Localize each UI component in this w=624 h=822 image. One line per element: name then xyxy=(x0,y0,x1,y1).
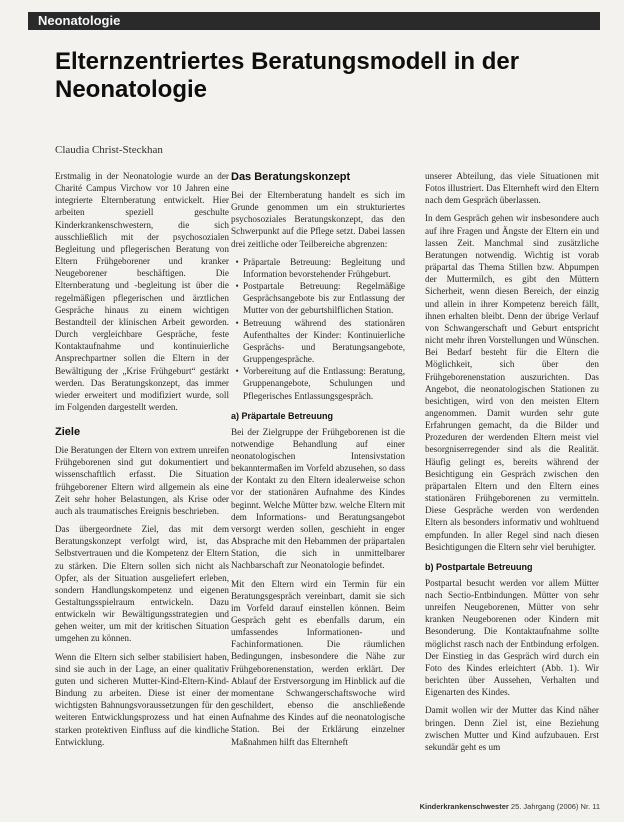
article-author: Claudia Christ-Steckhan xyxy=(55,144,163,156)
intro-paragraph: Erstmalig in der Neonatologie wurde an der Charité Campus Virchow vor 10 Jahren eine integrierte Elternberatung entwickelt. Hier arbeiten speziell geschulte Kinderkrankenschwestern, die sich ausschließlich mit der psychosozialen Begleitung und pflegerischen Beratung von Eltern Frühgeborener und kranker Neugeborener beschäftigen. Die Elternberatung und -begleitung ist über die regelmäßigen pflegerischen und ärztlichen Gespräche hinaus zu einem wichtigen Bestandteil der klinischen Arbeit geworden. Durch vergleichbare Gespräche, feste Kontaktaufnahme und kontinuierliche Ansprechpartner sollen die Eltern in der Bewältigung der „Krise Frühgeburt“ gestärkt werden. Das Beratungskonzept, das immer wieder erweitert und modifiziert wurde, soll im Folgenden dargestellt werden. xyxy=(55,171,229,412)
section-header-bar xyxy=(28,12,600,30)
text-column-2 xyxy=(231,170,405,786)
paragraph: Die Beratungen der Eltern von extrem unreifen Frühgeborenen sind gut dokumentiert und wissenschaftlich erfasst. Die Situation frühgeborener Eltern wird allgemein als eine Zeit sehr hoher Belastungen, als Krise oder auch als traumatisches Ereignis beschrieben. xyxy=(55,445,229,516)
heading-beratungskonzept: Das Beratungskonzept xyxy=(231,171,351,183)
list-item: • Betreuung während des stationären Aufenthaltes der Kinder: Kontinuierliche Gesprächs- und Beratungsangebote, Gruppengespräche. xyxy=(241,317,405,366)
phase-list xyxy=(231,256,405,402)
text-column-3 xyxy=(425,170,599,786)
subheading-praepartal: a) Präpartale Betreuung xyxy=(231,410,334,421)
paragraph: Damit wollen wir der Mutter das Kind näher bringen. Denn Ziel ist, eine Beziehung zwischen Mutter und Kind aufzubauen. Erst sekundär geht es um xyxy=(425,705,599,752)
heading-ziele: Ziele xyxy=(55,426,81,439)
list-item: • Präpartale Betreuung: Begleitung und Information bevorstehender Frühgeburt. xyxy=(241,256,405,280)
paragraph: Das übergeordnete Ziel, das mit dem Beratungskonzept verfolgt wird, ist, das Selbstvertrauen und die Kompetenz der Eltern zu stärken. Die Eltern sollen sich nicht als Opfer, als der Situation ausgeliefert erleben, sondern Handlungskompetenz und eigenen Gestaltungsspielraum entwickeln. Dazu entwickeln wir Bewältigungsstrategien und gehen weiter, um mit der kritischen Situation umgehen zu können. xyxy=(55,524,229,644)
list-item: • Vorbereitung auf die Entlassung: Beratung, Gruppenangebote, Schulungen und Pflegerisches Entlassungsgespräch. xyxy=(241,365,405,401)
paragraph: Bei der Elternberatung handelt es sich im Grunde genommen um ein strukturiertes psychosoziales Beratungskonzept, das den Schwerpunkt auf die Pflege setzt. Dabei lassen drei zeitliche oder Teilbereiche abgrenzen: xyxy=(231,190,405,249)
paragraph: Postpartal besucht werden vor allem Mütter nach Sectio-Entbindungen. Mütter von sehr unreifen Neugeborenen, Mütter von sehr kranken Neugeborenen oder Kindern mit Besonderung. Die Kontaktaufnahme sollte möglichst rasch nach der Entbindung erfolgen. Der Einstieg in das Gespräch wird durch ein Foto des Kindes erleichtert (Abb. 1). Wir berichten über Aussehen, Verhalten und Eigenarten des Kindes. xyxy=(425,577,599,698)
text-column-1 xyxy=(55,170,229,786)
paragraph: Mit den Eltern wird ein Termin für ein Beratungsgespräch vereinbart, damit sie sich im Vorfeld darauf einstellen können. Beim Gespräch geht es ebenfalls darum, ein umfassendes Informationen- und Fachinformationen. Die räumlichen Bedingungen, insbesondere die Nähe zur Frühgeborenenstation, werden erklärt. Der Ablauf der Erstversorgung im Hinblick auf die momentane Schwangerschaftswoche wird geschildert, ebenso die anschließende Aufnahme des Kindes auf die neonatologische Station. Bei der Erklärung einzelner Maßnahmen hilft das Elternheft xyxy=(231,578,405,747)
article-title: Elternzentriertes Beratungsmodell in der Neonatologie xyxy=(55,48,520,103)
journal-name: Kinderkrankenschwester xyxy=(419,802,509,811)
paragraph: unserer Abteilung, das viele Situationen mit Fotos illustriert. Das Elternheft wird den Eltern nach dem Gespräch überlassen. xyxy=(425,171,599,206)
paragraph: In dem Gespräch gehen wir insbesondere auch auf ihre Fragen und Ängste der Eltern ein und lassen Zeit. Manchmal sind zusätzliche Beratungen notwendig. Wichtig ist vorab präpartal das Thema Stillen bzw. Abpumpen der Muttermilch, es gibt den Müttern Sicherheit, wenn diesen Bereich, der einzig und allein in ihrer Kompetenz bereich fällt, ihnen erhalten bleibt. Denn der übrige Verlauf von Schwangerschaft und Geburt entspricht nicht mehr ihren Vorstellungen und Wünschen. Bei Bedarf besteht für die Eltern die Möglichkeit, sich über den Frühgeborenenstation auszurichten. Das Angebot, die neonatologischen Stationen zu besichtigen, wird von den meisten Eltern angenommen. Damit wurden sehr gute Erfahrungen gemacht, da die Bilder und Prozeduren der werdenden Eltern meist viel besorgniserregender sind als die Realität. Häufig gelingt es, bereits während der Besichtigung ein Gespräch zwischen den präpartalen Eltern und den Eltern eines stationären Frühgeborenen zu vermitteln. Diese Gespräche werden von werdenden Eltern als besonders informativ und wohltuend empfunden. In aller Regel sind nach diesen Besichtigungen die Eltern sehr viel beruhigter. xyxy=(425,213,599,552)
paragraph: Wenn die Eltern sich selber stabilisiert haben, sind sie auch in der Lage, an einer qualitativ guten und sicheren Mutter-Kind-Eltern-Kind-Bindung zu arbeiten. Diese ist einer der wichtigsten Bahnungsvoraussetzungen für den weiteren Entwicklungsprozess und hat einen starken protektiven Einfluss auf die kindliche Entwicklung. xyxy=(55,651,229,747)
journal-footer xyxy=(420,802,600,812)
paragraph: Bei der Zielgruppe der Frühgeborenen ist die notwendige Behandlung auf einer neonatologischen Intensivstation bekanntermaßen im Vorfeld abzusehen, so dass der Kontakt zu den Eltern idealerweise schon vor der stationären Aufnahme des Kindes beginnt. Welche Mütter bzw. welche Eltern mit dem Informations- und Beratungsangebot versorgt werden sollen, geschieht in enger Absprache mit den Hebammen der präpartalen Station, die sich in unmittelbarer Nachbarschaft zur Neonatologie befindet. xyxy=(231,426,405,571)
section-label: Neonatologie xyxy=(38,13,121,28)
subheading-postpartal: b) Postpartale Betreuung xyxy=(425,561,533,572)
journal-issue: 25. Jahrgang (2006) Nr. 11 xyxy=(510,802,600,811)
list-item: • Postpartale Betreuung: Regelmäßige Gesprächsangebote bis zur Entlassung der Mutter von der geburtshilflichen Station. xyxy=(241,280,405,316)
